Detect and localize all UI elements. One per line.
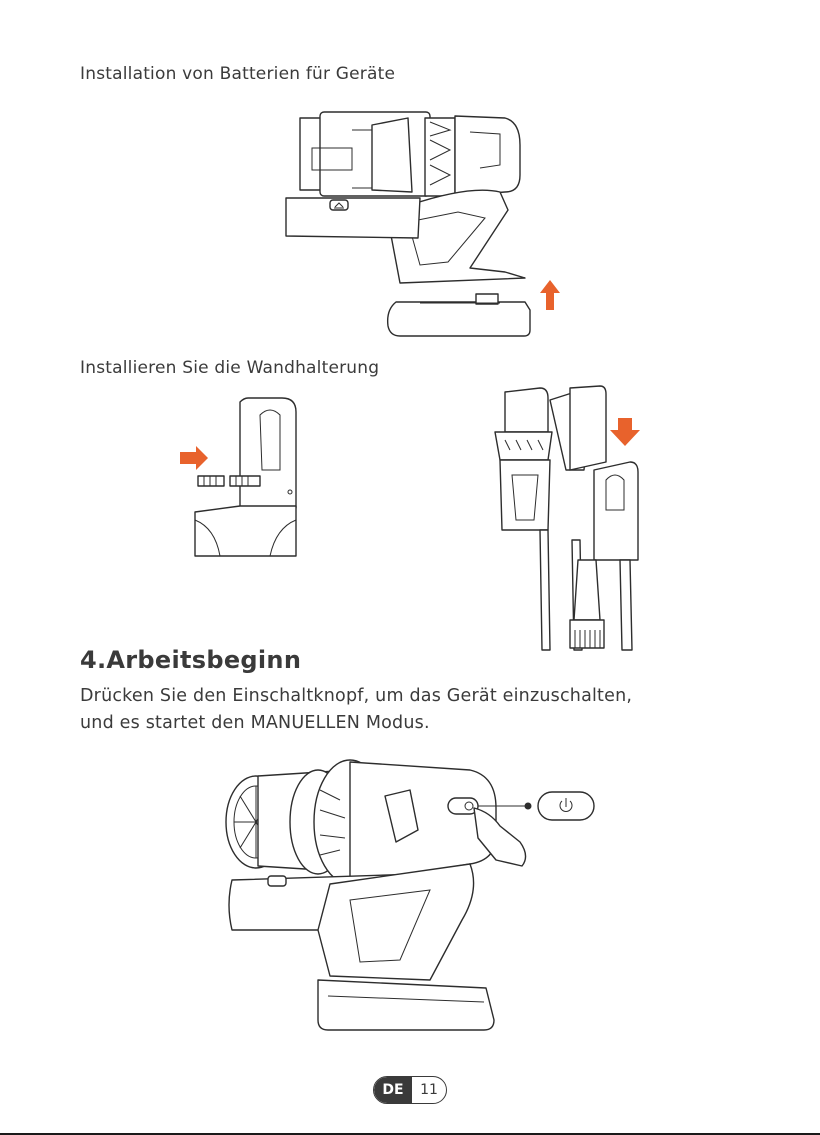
eject-icon-2 [268,876,286,886]
section-start-title: 4.Arbeitsbeginn [80,646,302,674]
arrow-up-icon [540,280,560,310]
section-wall-mount-title: Installieren Sie die Wandhalterung [80,358,380,378]
eject-icon [330,200,348,210]
instruction-line-1: Drücken Sie den Einschaltknopf, um das Gerät einzuschalten, [80,686,633,706]
page-badge [373,1076,447,1104]
instruction-line-2: und es startet den MANUELLEN Modus. [80,713,430,733]
section-battery-title: Installation von Batterien für Geräte [80,64,396,84]
power-icon [560,801,572,811]
page-number: 11 [420,1082,438,1098]
language-tag: DE [374,1077,412,1103]
arrow-right-icon [180,446,208,470]
arrow-down-icon [610,418,640,446]
